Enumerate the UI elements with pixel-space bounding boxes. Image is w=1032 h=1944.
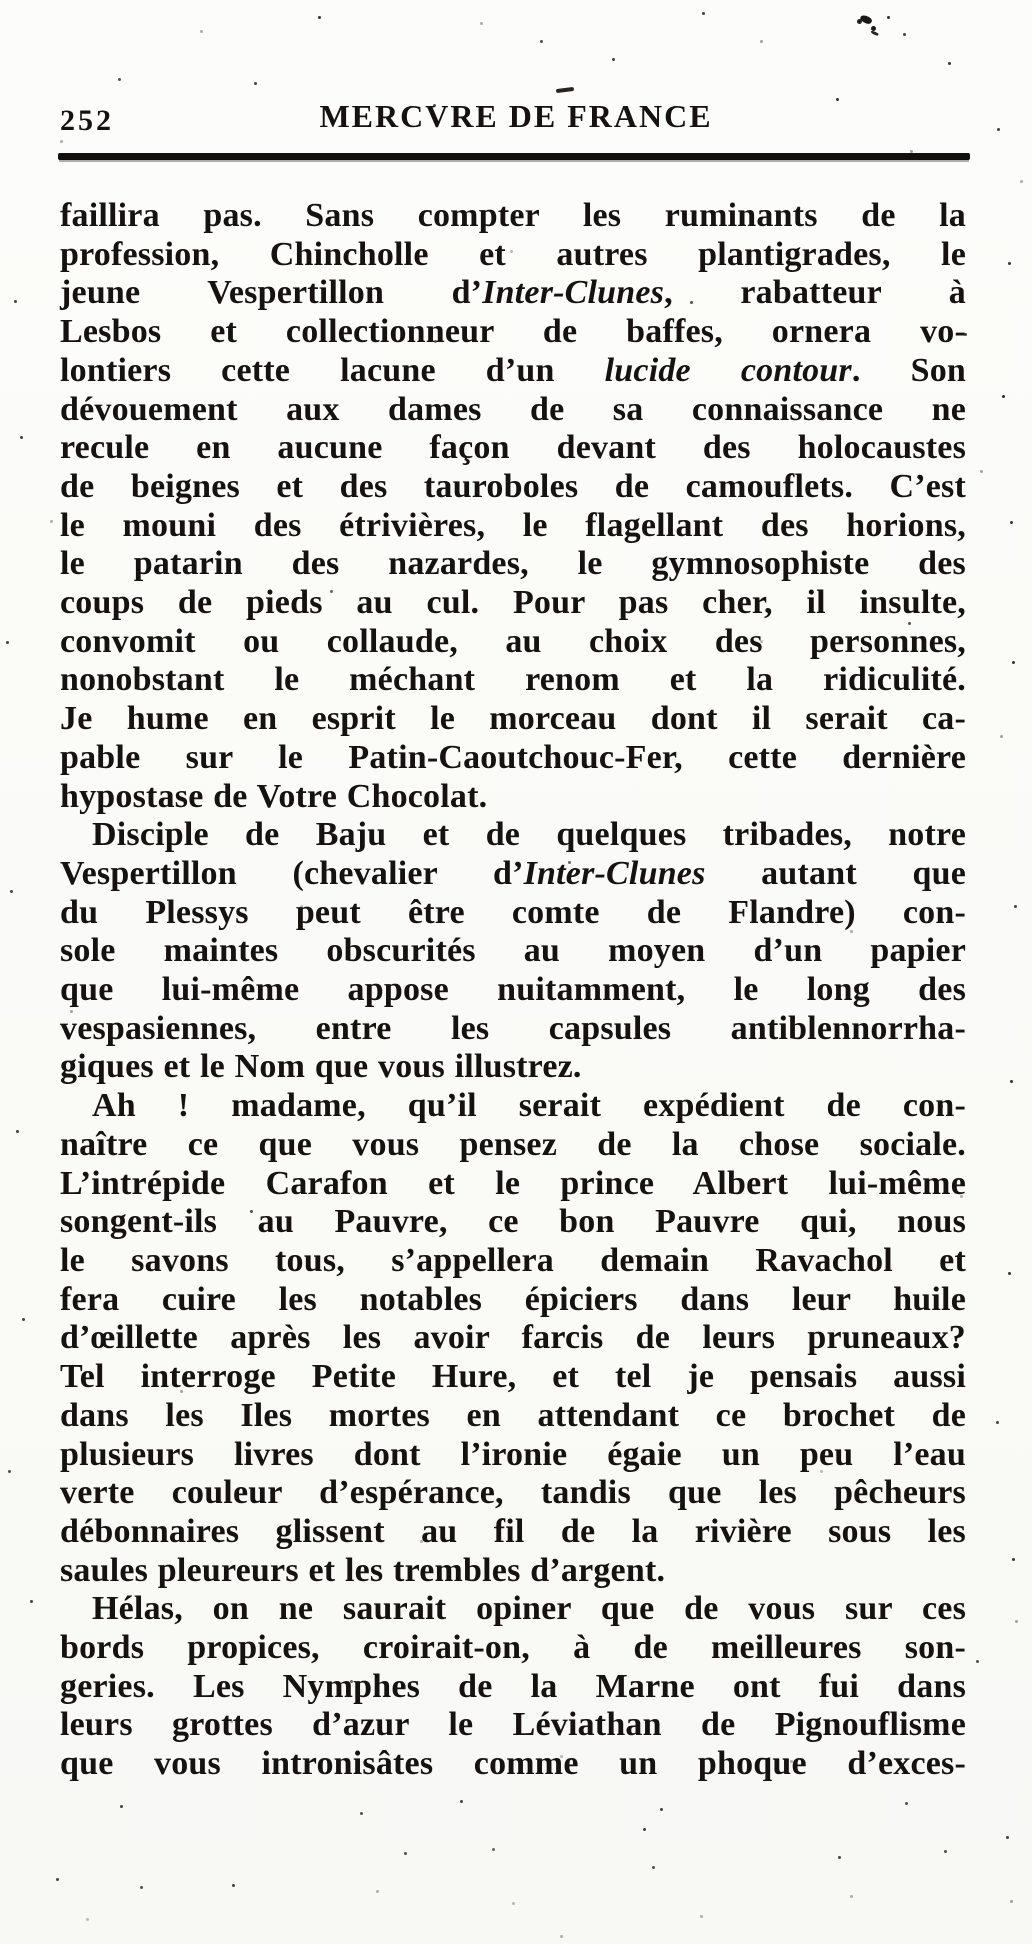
text-line	[60, 700, 966, 739]
text-segment: , rabatteur à	[664, 274, 966, 312]
text-line	[60, 236, 966, 275]
text-line	[60, 468, 966, 507]
text-segment: jeune Vespertillon d’	[60, 274, 483, 312]
text-segment: L’intrépide Carafon et le prince Albert lui-même	[60, 1164, 966, 1202]
text-segment: fera cuire les notables épiciers dans leur huile	[60, 1280, 966, 1318]
text-line	[60, 584, 966, 623]
text-line	[60, 1242, 966, 1281]
text-segment: songent-ils au Pauvre, ce bon Pauvre qui, nous	[60, 1203, 966, 1241]
text-segment: lontiers cette lacune d’un	[60, 351, 605, 389]
text-segment: coups de pieds au cul. Pour pas cher, il insulte,	[60, 584, 966, 622]
text-segment: Vespertillon (chevalier d’	[60, 854, 524, 892]
text-line	[60, 1513, 966, 1552]
paragraph	[60, 197, 966, 816]
text-segment: recule en aucune façon devant des holocaustes	[60, 429, 966, 467]
text-line	[60, 1048, 966, 1087]
text-segment: le savons tous, s’appellera demain Ravachol et	[60, 1241, 966, 1279]
text-segment: Lesbos et collectionneur de baffes, ornera vo-	[60, 313, 966, 351]
text-line	[60, 1087, 966, 1126]
text-segment: hypostase de Votre Chocolat.	[60, 777, 488, 815]
text-line	[60, 1281, 966, 1320]
text-line	[60, 661, 966, 700]
text-segment: dévouement aux dames de sa connaissance ne	[60, 390, 966, 428]
text-line	[60, 429, 966, 468]
text-line	[60, 971, 966, 1010]
paragraph	[60, 1087, 966, 1590]
text-line	[60, 274, 966, 313]
text-block	[60, 197, 966, 1784]
text-segment: plusieurs livres dont l’ironie égaie un peu l’eau	[60, 1435, 966, 1473]
text-line	[60, 1474, 966, 1513]
text-segment: vespasiennes, entre les capsules antiblennorrha-	[60, 1009, 966, 1047]
text-segment: bords propices, croirait-on, à de meilleures son-	[60, 1629, 966, 1667]
text-segment: profession, Chincholle et autres plantigrades, le	[60, 235, 966, 273]
text-line	[60, 1165, 966, 1204]
text-segment: verte couleur d’espérance, tandis que les pêcheurs	[60, 1474, 966, 1512]
text-line	[60, 778, 966, 817]
text-segment: débonnaires glissent au fil de la rivière sous les	[60, 1512, 966, 1550]
ink-blot	[859, 14, 873, 26]
text-line	[60, 1590, 966, 1629]
text-line	[60, 1397, 966, 1436]
text-line	[60, 545, 966, 584]
text-line	[60, 1668, 966, 1707]
text-segment: sole maintes obscurités au moyen d’un papier	[60, 932, 966, 970]
text-segment: que vous intronisâtes comme un phoque d’exces-	[60, 1745, 966, 1783]
text-segment: convomit ou collaude, au choix des personnes,	[60, 622, 966, 660]
text-segment: du Plessys peut être comte de Flandre) con-	[60, 893, 966, 931]
text-segment: Je hume en esprit le morceau dont il serait ca-	[60, 700, 966, 738]
text-segment: d’œillette après les avoir farcis de leurs pruneaux?	[60, 1319, 966, 1357]
italic-text: Inter-Clunes	[482, 274, 665, 312]
text-line	[60, 1552, 966, 1591]
italic-text: lucide contour	[604, 351, 852, 389]
text-line	[60, 1010, 966, 1049]
text-segment: leurs grottes d’azur le Léviathan de Pignouflisme	[60, 1706, 966, 1744]
text-line	[60, 1358, 966, 1397]
text-line	[60, 1319, 966, 1358]
running-head-title: MERCVRE DE FRANCE	[319, 98, 713, 134]
paragraph	[60, 1590, 966, 1784]
text-segment: de beignes et des tauroboles de camouflets. C’est	[60, 467, 966, 505]
text-segment: nonobstant le méchant renom et la ridiculité.	[60, 661, 966, 699]
text-line	[60, 1706, 966, 1745]
page-number: 252	[60, 104, 114, 137]
text-segment: Tel interroge Petite Hure, et tel je pensais aussi	[60, 1358, 966, 1396]
text-segment: le mouni des étrivières, le flagellant des horions,	[60, 506, 966, 544]
text-line	[60, 623, 966, 662]
text-line	[60, 1745, 966, 1784]
text-segment: saules pleureurs et les trembles d’argent.	[60, 1551, 666, 1589]
text-segment: le patarin des nazardes, le gymnosophiste des	[60, 545, 966, 583]
text-segment: que lui-même appose nuitamment, le long des	[60, 971, 966, 1009]
italic-text: Inter-Clunes	[523, 854, 706, 892]
text-line	[60, 391, 966, 430]
text-line	[60, 313, 966, 352]
ink-smudge	[556, 87, 574, 93]
text-segment: faillira pas. Sans compter les ruminants de la	[60, 197, 966, 234]
text-line	[60, 739, 966, 778]
text-line	[60, 1126, 966, 1165]
text-line	[60, 1436, 966, 1475]
scan-noise-light	[0, 0, 3, 3]
text-line	[60, 816, 966, 855]
text-line	[60, 507, 966, 546]
text-segment: giques et le Nom que vous illustrez.	[60, 1048, 582, 1086]
text-line	[60, 1629, 966, 1668]
text-line	[60, 197, 966, 236]
text-line	[60, 932, 966, 971]
text-segment: . Son	[851, 351, 967, 389]
text-segment: pable sur le Patin-Caoutchouc-Fer, cette dernière	[60, 738, 966, 776]
text-segment: geries. Les Nymphes de la Marne ont fui dans	[60, 1667, 966, 1705]
text-line	[60, 894, 966, 933]
text-segment: Ah ! madame, qu’il serait expédient de con-	[92, 1087, 966, 1125]
text-segment: autant que	[705, 854, 966, 892]
text-segment: Hélas, on ne saurait opiner que de vous sur ces	[92, 1590, 966, 1628]
scan-noise-dark	[0, 0, 3, 3]
text-segment: dans les Iles mortes en attendant ce brochet de	[60, 1396, 966, 1434]
paragraph	[60, 816, 966, 1087]
text-line	[60, 352, 966, 391]
text-segment: naître ce que vous pensez de la chose sociale.	[60, 1125, 966, 1163]
text-segment: Disciple de Baju et de quelques tribades, notre	[92, 816, 966, 854]
text-line	[60, 855, 966, 894]
header-rule	[58, 153, 970, 160]
text-line	[60, 1203, 966, 1242]
